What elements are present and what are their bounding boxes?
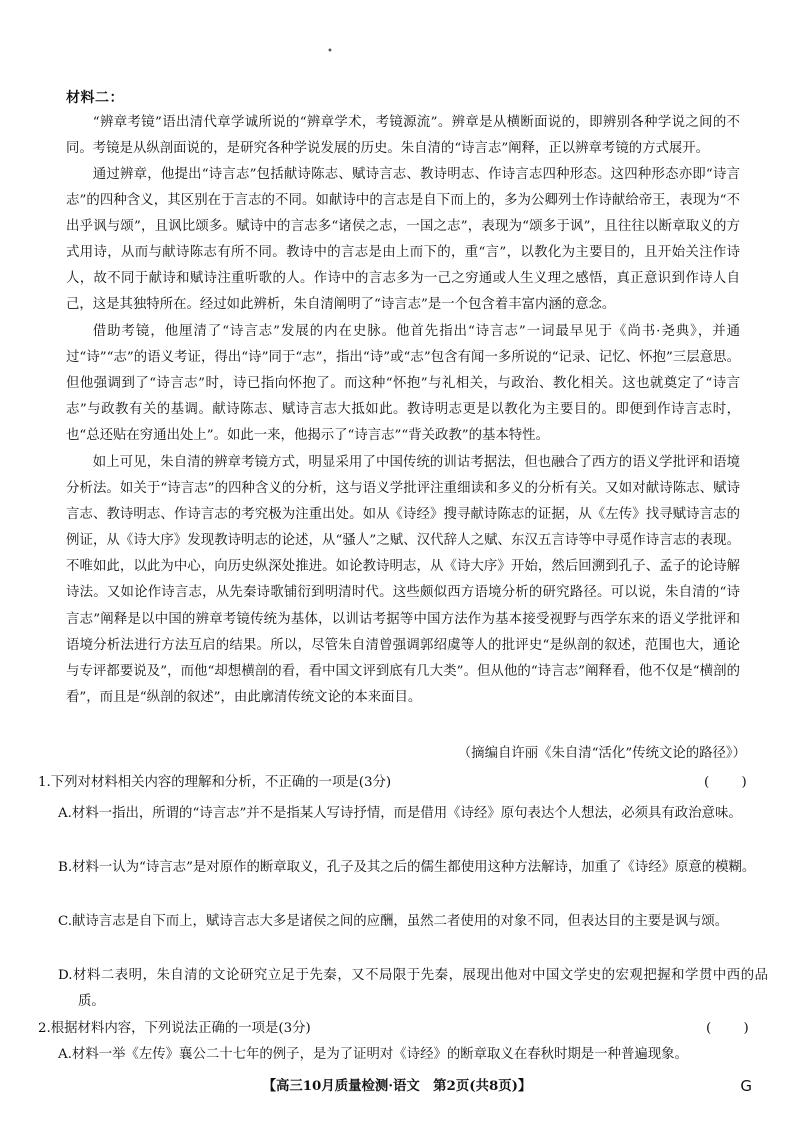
- question-1-option-d[interactable]: D.材料二表明，朱自清的文论研究立足于先秦，又不局限于先秦，展现出他对中国文学史的宏观把握和学贯中西的品质。: [58, 968, 768, 1009]
- dot-mark: •: [327, 46, 333, 57]
- corner-mark: G: [740, 1077, 752, 1095]
- question-1-option-b[interactable]: B.材料一认为“诗言志”是对原作的断章取义，孔子及其之后的儒生都使用这种方法解诗，加重了《诗经》原意的模糊。: [58, 860, 756, 875]
- question-2-answer-blank[interactable]: ( ): [706, 1021, 763, 1036]
- paragraph-4: 如上可见，朱自清的辨章考镜方式，明显采用了中国传统的训诂考据法，但也融合了西方的语义学批评和语境分析法。如关于“诗言志”的四种含义的分析，这与语义学批评注重细读和多义的分析有关。又如对献诗陈志、赋诗言志、教诗明志、作诗言志的考究极为注重出处。如从《诗经》搜寻献诗陈志的证据，从《左传》找寻赋诗言志的例证，从《诗大序》发现教诗明志的论述，从“骚人”之赋、汉代辞人之赋、东汉五言诗等中寻觅作诗言志的表现。不唯如此，以此为中心，向历史纵深处推进。如论教诗明志，从《诗大序》开始，然后回溯到孔子、孟子的论诗解诗法。又如论作诗言志，从先秦诗歌铺衍到明清时代。这些颇似西方语境分析的研究路径。可以说，朱自清的“诗言志”阐释是以中国的辨章考镜传统为基体，以训诂考据等中国方法作为基本接受视野与西学东来的语义学批评和语境分析法进行方法互启的结果。所以，尽管朱自清曾强调郭绍虞等人的批评史“是纵剖的叙述，范围也大，通论与专评都要说及”，而他“却想横剖的看，看中国文评到底有几大类”。但从他的“诗言志”阐释看，他不仅是“横剖的看”，而且是“纵剖的叙述”，由此廓清传统文论的本来面目。: [66, 455, 740, 705]
- question-2-stem: 2.根据材料内容，下列说法正确的一项是(3分): [38, 1021, 311, 1036]
- question-1-stem: 1.下列对材料相关内容的理解和分析，不正确的一项是(3分): [38, 775, 392, 790]
- page-footer: 【高三10月质量检测·语文 第2页(共8页)】: [262, 1078, 532, 1094]
- paragraph-2: 通过辨章，他提出“诗言志”包括献诗陈志、赋诗言志、教诗明志、作诗言志四种形态。这四种形态亦即“诗言志”的四种含义，其区别在于言志的不同。如献诗中的言志是自下而上的，多为公卿列士作诗献给帝王，表现为“不出乎讽与颂”，且讽比颂多。赋诗中的言志多“诸侯之志，一国之志”，表现为“颂多于讽”，且往往以断章取义的方式用诗，从而与献诗陈志有所不同。教诗中的言志是由上而下的，重“言”，以教化为主要目的，且开始关注作诗人，故不同于献诗和赋诗注重听歌的人。作诗中的言志多为一己之穷通或人生义理之感悟，真正意识到作诗人自己，这是其独特所在。经过如此辨析，朱自清阐明了“诗言志”是一个包含着丰富内涵的意念。: [66, 167, 740, 313]
- question-1-option-c[interactable]: C.献诗言志是自下而上，赋诗言志大多是诸侯之间的应酬，虽然二者使用的对象不同，但表达目的主要是讽与颂。: [58, 914, 729, 929]
- question-1-option-a[interactable]: A.材料一指出，所谓的“诗言志”并不是指某人写诗抒情，而是借用《诗经》原句表达个人想法，必须具有政治意味。: [58, 806, 742, 821]
- section-title: 材料二：: [66, 90, 124, 106]
- source-citation: （摘编自许丽《朱自清“活化”传统文论的路径》）: [457, 746, 746, 761]
- question-1-answer-blank[interactable]: ( ): [704, 775, 761, 790]
- paragraph-1: “辨章考镜”语出清代章学诚所说的“辨章学术，考镜源流”。辨章是从横断面说的，即辨别各种学说之间的不同。考镜是从纵剖面说的，是研究各种学说发展的历史。朱自清的“诗言志”阐释，正以辨章考镜的方式展开。: [66, 115, 740, 157]
- paragraph-3: 借助考镜，他厘清了“诗言志”发展的内在史脉。他首先指出“诗言志”一词最早见于《尚书·尧典》，并通过“诗”“志”的语义考证，得出“诗”同于“志”，指出“诗”或“志”包含有闻一多所说的“记录、记忆、怀抱”三层意思。但他强调到了“诗言志”时，诗已指向怀抱了。而这种“怀抱”与礼相关，与政治、教化相关。这也就奠定了“诗言志”与政教有关的基调。献诗陈志、赋诗言志大抵如此。教诗明志更是以教化为主要目的。即便到作诗言志时，也“总还贴在穷通出处上”。如此一来，他揭示了“诗言志”“背关政教”的基本特性。: [66, 324, 740, 444]
- question-2-option-a[interactable]: A.材料一举《左传》襄公二十七年的例子，是为了证明对《诗经》的断章取义在春秋时期是一种普遍现象。: [58, 1047, 688, 1062]
